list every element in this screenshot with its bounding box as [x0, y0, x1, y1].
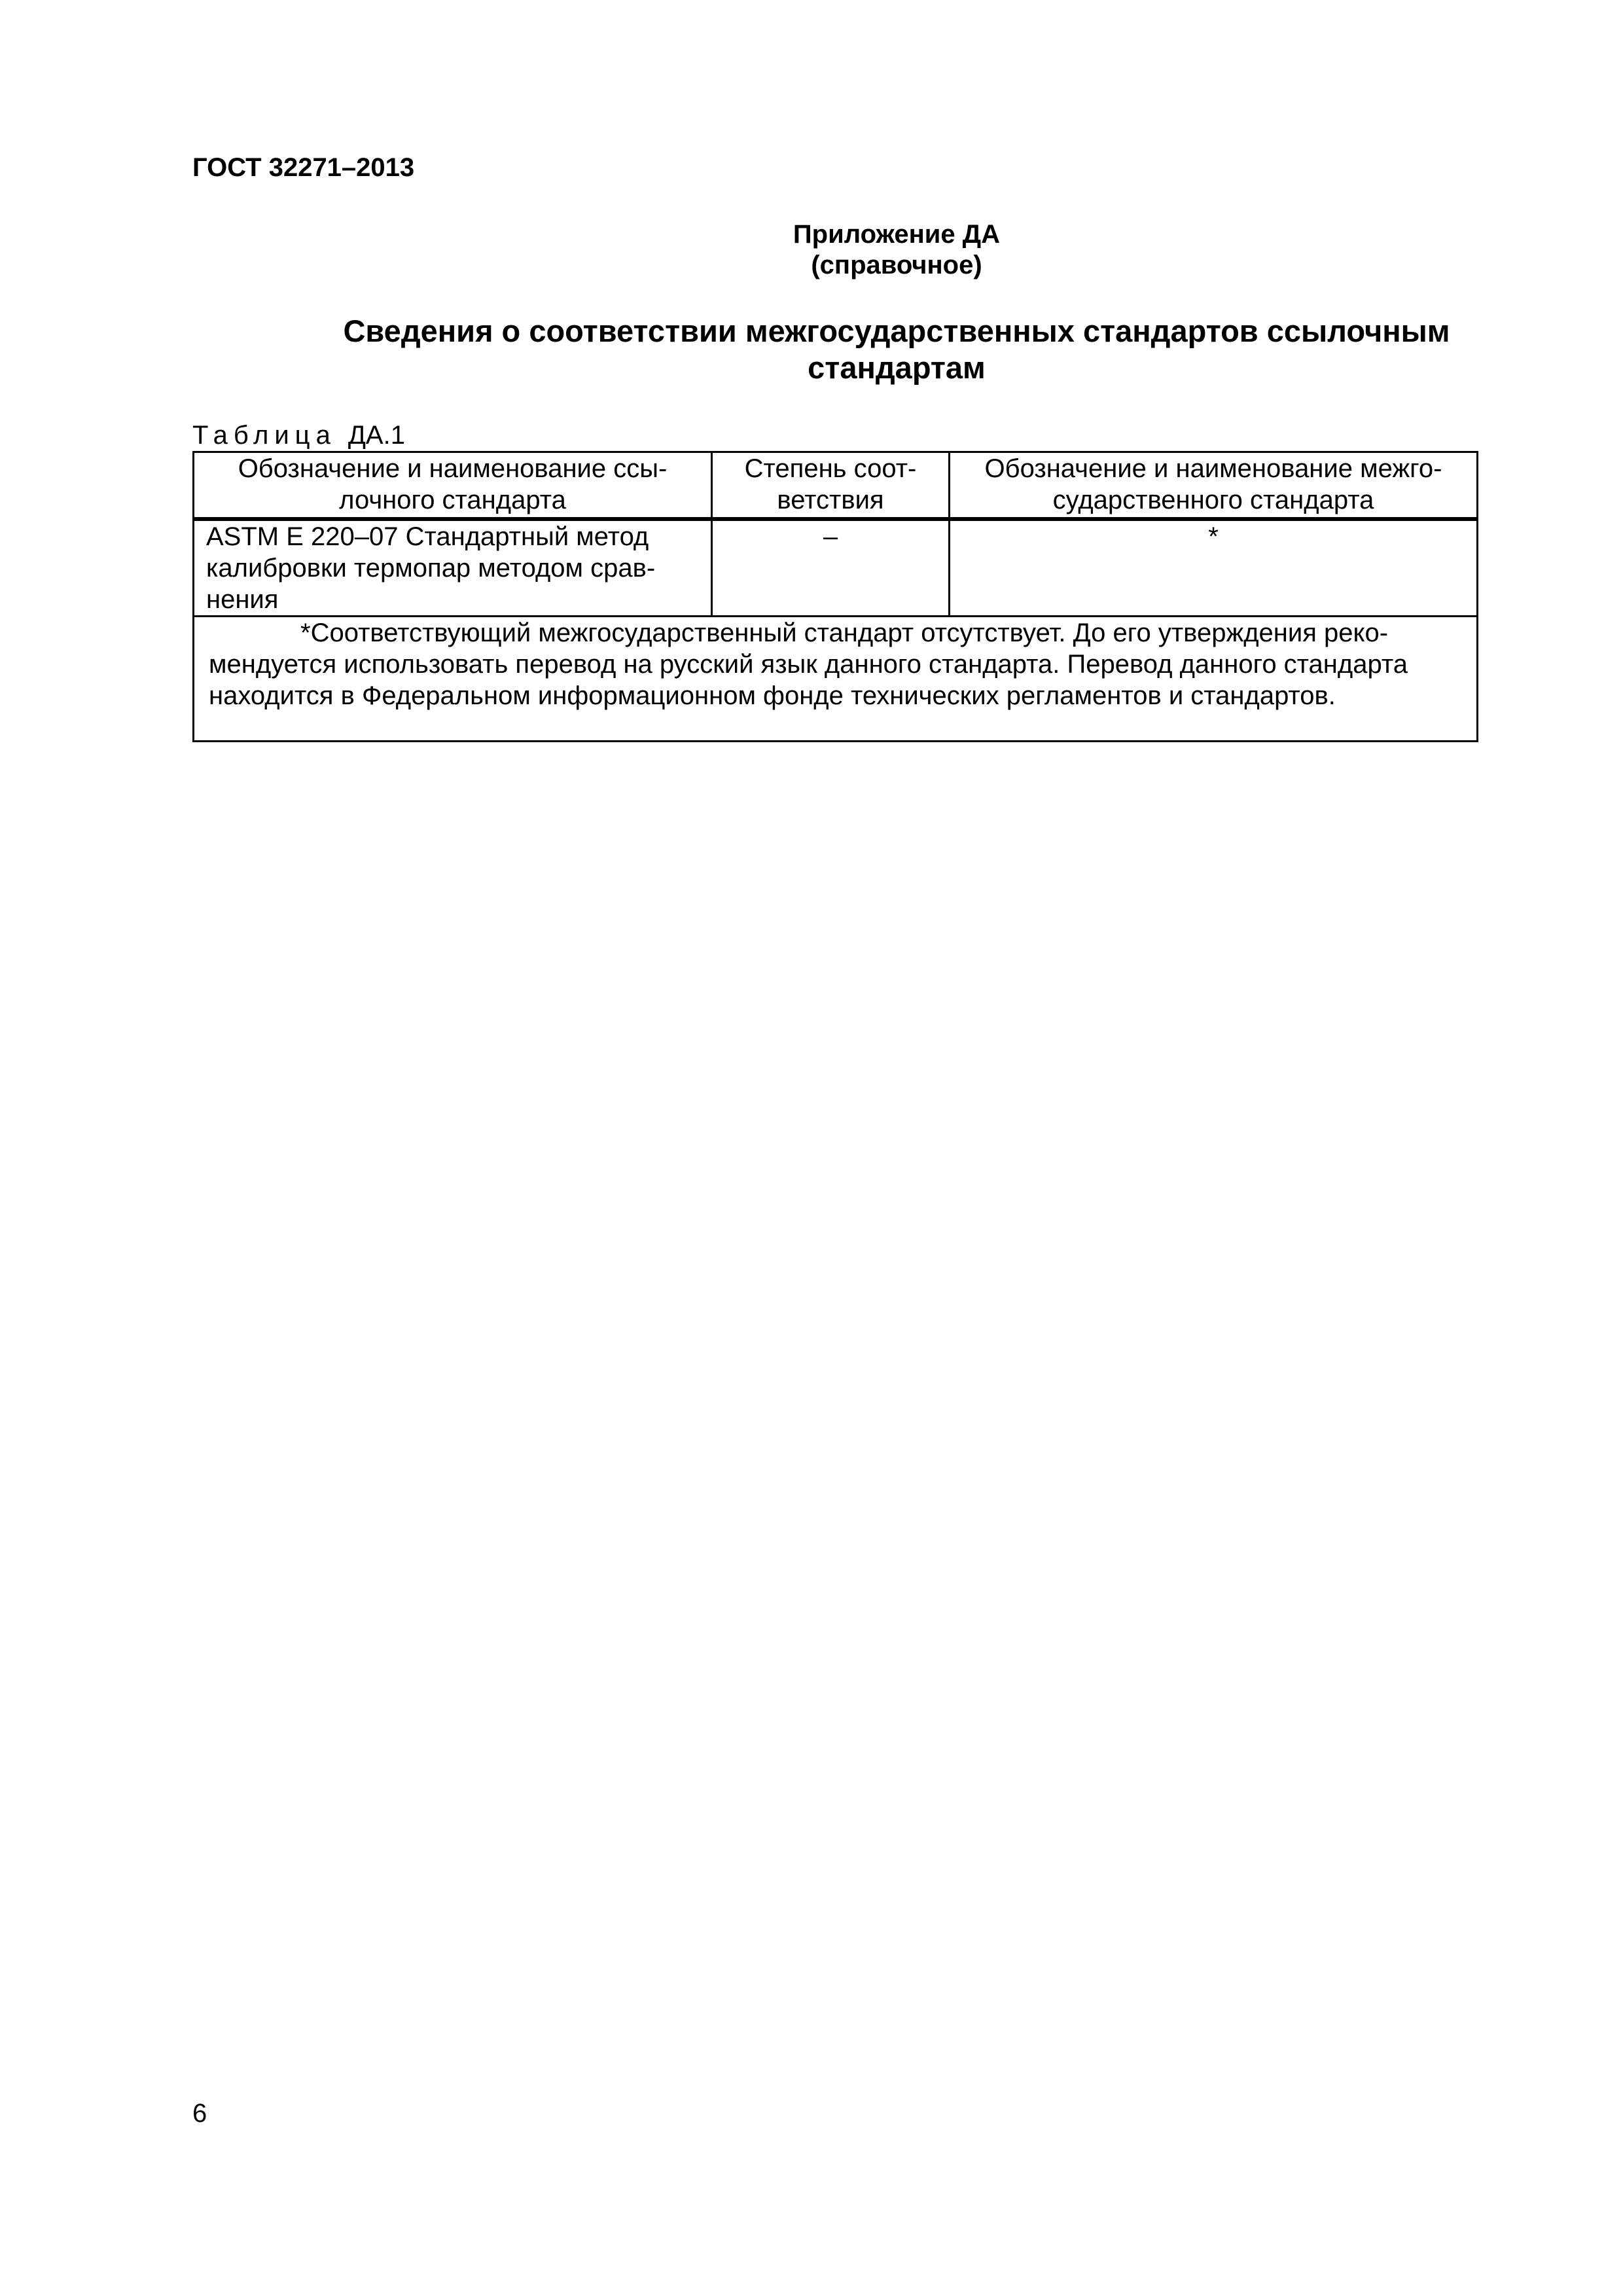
footnote-text: *Соответствующий межгосударственный стандарт отсутствует. До его утверждения реко-: [300, 619, 1389, 647]
table-caption-number: ДА.1: [348, 421, 405, 450]
appendix-status: (справочное): [811, 251, 982, 279]
appendix-title: Приложение ДА: [793, 220, 1001, 249]
table-footnote-row: [194, 617, 1478, 742]
cell-reference-standard: [194, 519, 712, 617]
header-line: ветствия: [777, 486, 884, 514]
document-code: ГОСТ 32271–2013: [192, 153, 415, 182]
footnote-line: [209, 617, 1462, 649]
table-row: [194, 519, 1478, 617]
cell-line: калибровки термопар методом срав-: [206, 554, 656, 583]
header-line: лочного стандарта: [339, 486, 566, 514]
appendix-heading: [733, 219, 1060, 281]
cell-line: ASTM E 220–07 Стандартный метод: [206, 522, 649, 551]
header-line: Обозначение и наименование межго-: [984, 454, 1442, 483]
footnote-line: находится в Федеральном информационном фонде технических регламентов и стандартов.: [209, 681, 1336, 710]
page-number: 6: [192, 2099, 207, 2128]
section-title: [288, 313, 1505, 386]
header-line: сударственного стандарта: [1052, 486, 1374, 514]
header-line: Обозначение и наименование ссы-: [238, 454, 668, 483]
cell-degree: –: [712, 519, 950, 617]
header-interstate-standard: [950, 452, 1478, 520]
header-degree-of-correspondence: [712, 452, 950, 520]
table-header-row: [194, 452, 1478, 520]
section-title-line-2: стандартам: [808, 350, 986, 385]
cell-interstate-standard: *: [950, 519, 1478, 617]
correspondence-table: [192, 451, 1478, 742]
table-caption-word: Таблица: [192, 421, 336, 450]
section-title-line-1: Сведения о соответствии межгосударственных стандартов ссылочным: [343, 314, 1450, 348]
footnote-line: мендуется использовать перевод на русский язык данного стандарта. Перевод данного стандарта: [209, 650, 1408, 679]
header-reference-standard: [194, 452, 712, 520]
cell-line: нения: [206, 585, 279, 614]
header-line: Степень соот-: [744, 454, 917, 483]
table-footnote: [194, 617, 1478, 742]
table-caption: [192, 420, 405, 451]
